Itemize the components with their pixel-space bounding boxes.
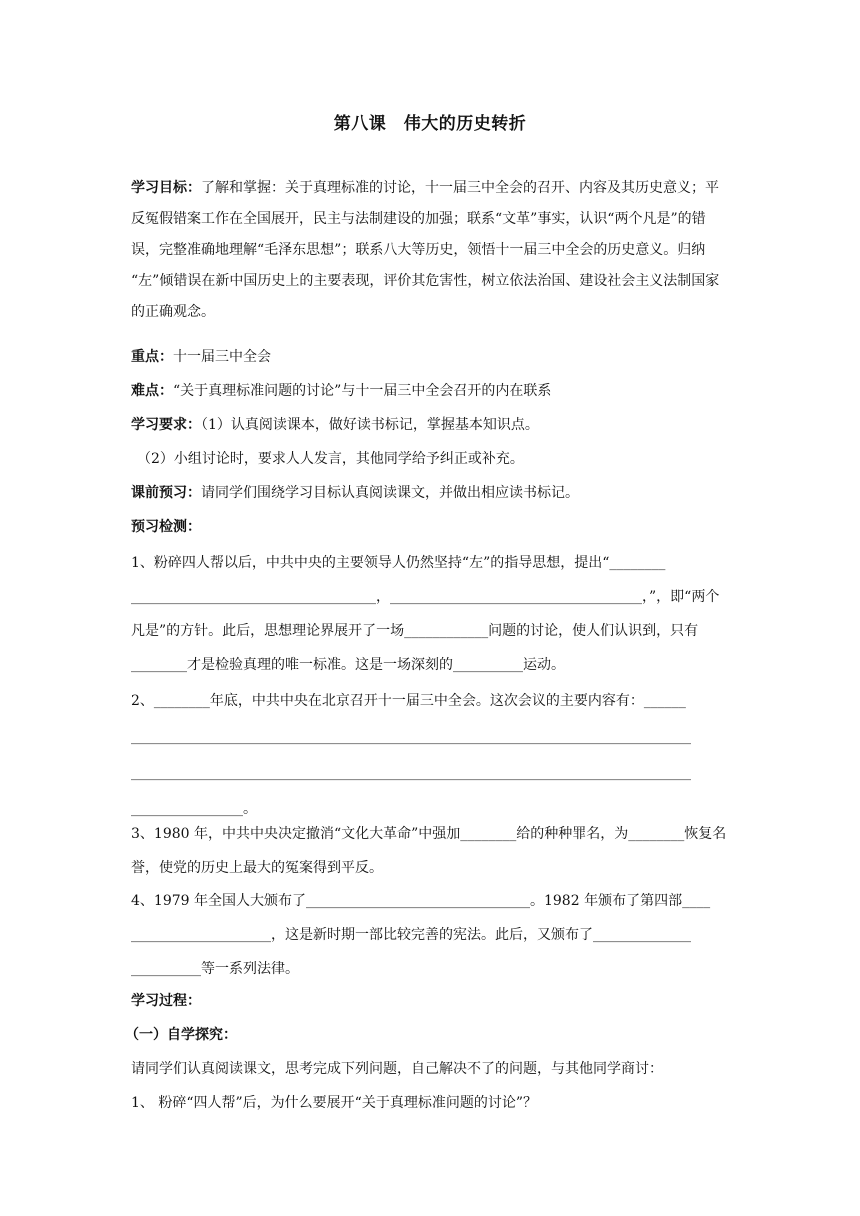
difficult-point-paragraph <box>131 376 729 407</box>
process-intro: 请同学们认真阅读课文，思考完成下列问题，自己解决不了的问题，与其他同学商讨： <box>131 1061 663 1077</box>
difficult-point-label: 难点： <box>131 383 173 399</box>
check-question-4: 4、1979 年全国人大颁布了________________________________。1982 年颁布了第四部____ ____________________，这是新时期一部比较完善的宪法。此后，又颁布了______________ __________等一系列法律。 <box>131 893 711 977</box>
key-point-paragraph <box>131 342 729 373</box>
process-heading: 学习过程： <box>131 993 201 1009</box>
requirements-item-1: （1）认真阅读课本，做好读书标记，掌握基本知识点。 <box>201 417 539 433</box>
process-section-1: （一）自学探究： <box>125 1027 237 1043</box>
check-question-2-line-4: ________________。 <box>131 801 257 817</box>
page-title: 第八课 伟大的历史转折 <box>333 114 527 134</box>
objectives-paragraph <box>131 173 729 328</box>
requirements-paragraph <box>131 410 729 441</box>
check-question-2 <box>131 683 729 827</box>
preview-paragraph <box>131 478 729 509</box>
check-question-2-line-2: ________________________________________________________________________________ <box>131 729 691 745</box>
requirements-item-2: （2）小组讨论时，要求人人发言，其他同学给予纠正或补充。 <box>137 451 524 467</box>
requirements-label: 学习要求： <box>131 417 201 433</box>
key-point-label: 重点： <box>131 349 173 365</box>
key-point-text: 十一届三中全会 <box>173 349 271 365</box>
check-heading: 预习检测： <box>131 519 201 535</box>
check-question-3: 3、1980 年，中共中央决定撤消“文化大革命”中强加________给的种种罪名，为________恢复名誉，使党的历史上最大的冤案得到平反。 <box>131 826 727 876</box>
check-question-1: 1、粉碎四人帮以后，中共中央的主要领导人仍然坚持“左”的指导思想，提出“________ ___________________________________，____________________________________，”，即“两个凡是”的方针。此后，思想理论界展开了一场____________问题的讨论，使人们认识到，只有________才是检验真理的唯一标准。这是一场深刻的__________运动。 <box>131 555 720 673</box>
check-question-2-line-1: 2、________年底，中共中央在北京召开十一届三中全会。这次会议的主要内容有：______ <box>131 693 686 709</box>
process-question-1: 1、 粉碎“四人帮”后，为什么要展开“关于真理标准问题的讨论”？ <box>131 1095 537 1111</box>
preview-text: 请同学们围绕学习目标认真阅读课文，并做出相应读书标记。 <box>201 485 579 501</box>
objectives-text: 了解和掌握：关于真理标准的讨论，十一届三中全会的召开、内容及其历史意义；平反冤假错案工作在全国展开，民主与法制建设的加强；联系“文革”事实，认识“两个凡是”的错误，完整准确地理解“毛泽东思想”；联系八大等历史，领悟十一届三中全会的历史意义。归纳 “左”倾错误在新中国历史上的主要表现，评价其危害性，树立依法治国、建设社会主义法制国家的正确观念。 <box>131 180 720 320</box>
check-question-2-line-3: ________________________________________________________________________________ <box>131 765 691 781</box>
objectives-label: 学习目标： <box>131 180 201 196</box>
difficult-point-text: “关于真理标准问题的讨论”与十一届三中全会召开的内在联系 <box>173 383 552 399</box>
preview-label: 课前预习： <box>131 485 201 501</box>
